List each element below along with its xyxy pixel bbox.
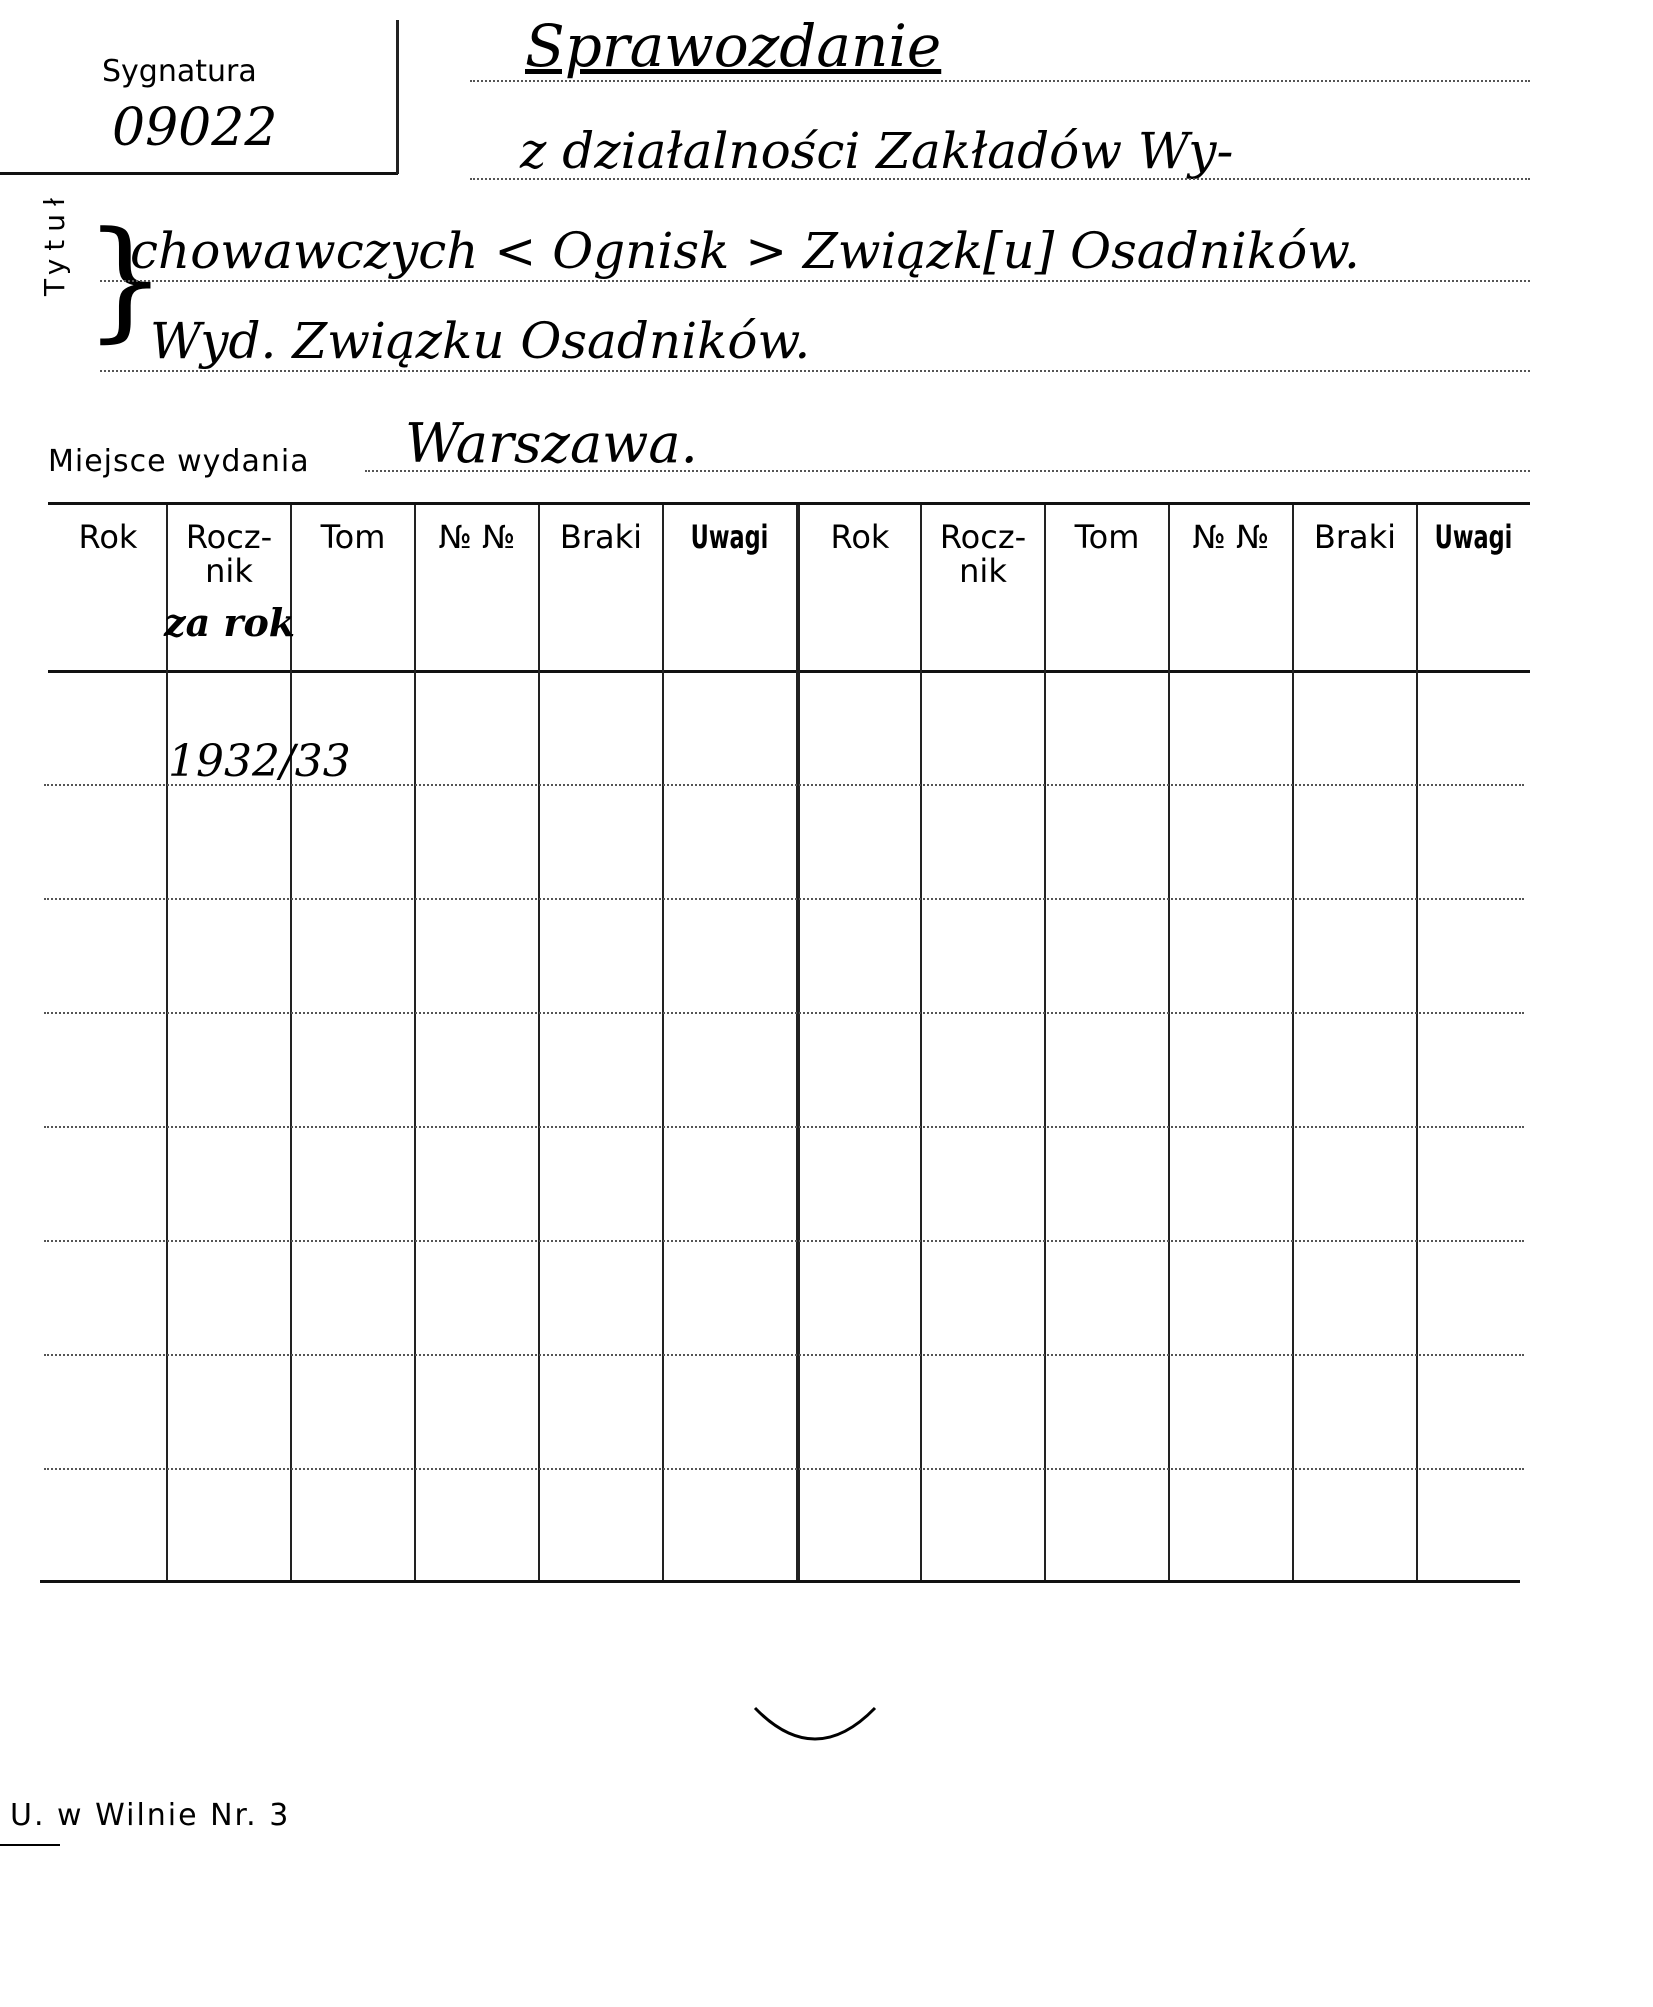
col-line (920, 505, 922, 1580)
title-line-2: z działalności Zakładów Wy- (520, 122, 1234, 180)
table-header-bottom-line (48, 670, 1530, 673)
col-line (662, 505, 664, 1580)
row-line (44, 1468, 1524, 1470)
col-line (538, 505, 540, 1580)
title-line-3: chowawczych < Ognisk > Związk[u] Osadników. (130, 222, 1360, 280)
header-numery-left: № № (438, 518, 516, 556)
col-line (1044, 505, 1046, 1580)
title-line-1: Sprawozdanie (525, 12, 942, 80)
rocznik-note: za rok (164, 600, 296, 645)
table-top-line (48, 502, 1530, 505)
col-line (166, 505, 168, 1580)
title-brace: } (84, 203, 167, 355)
place-label: Miejsce wydania (48, 444, 310, 479)
entry-rocznik: 1932/33 (168, 736, 351, 787)
title-side-label: Tytuł (38, 190, 71, 296)
row-line (44, 1012, 1524, 1014)
col-line (290, 505, 292, 1580)
title-dots-2 (470, 178, 1530, 180)
footer-text: U. w Wilnie Nr. 3 (10, 1798, 291, 1833)
header-tom-left: Tom (320, 518, 386, 556)
table-center-divider (796, 505, 800, 1580)
col-line (1168, 505, 1170, 1580)
signature-box-right (396, 20, 399, 174)
header-braki-left: Braki (559, 518, 643, 556)
title-dots-3 (100, 280, 1530, 282)
header-rok-right: Rok (830, 518, 890, 556)
col-line (414, 505, 416, 1580)
signature-box-bottom (0, 172, 398, 175)
header-braki-right: Braki (1313, 518, 1397, 556)
place-value: Warszawa. (405, 412, 698, 475)
footer-underline (0, 1844, 60, 1846)
col-line (1416, 505, 1418, 1580)
header-rocznik-right: Rocz- nik (939, 518, 1027, 590)
row-line (44, 1126, 1524, 1128)
header-rocznik-left: Rocz- nik (185, 518, 273, 590)
header-rok-left: Rok (78, 518, 138, 556)
signature-value: 09022 (112, 98, 278, 158)
row-line (44, 1240, 1524, 1242)
place-dots (365, 470, 1530, 472)
signature-label: Sygnatura (102, 54, 257, 89)
header-uwagi-left-cell (664, 520, 796, 554)
title-line-4: Wyd. Związku Osadników. (150, 312, 811, 370)
title-dots-4 (100, 370, 1530, 372)
header-uwagi-right: Uwagi (1435, 518, 1513, 556)
header-uwagi-left: Uwagi (691, 518, 769, 556)
col-line (1292, 505, 1294, 1580)
row-line (44, 1354, 1524, 1356)
header-numery-right: № № (1192, 518, 1270, 556)
title-dots-1 (470, 80, 1530, 82)
header-tom-right: Tom (1074, 518, 1140, 556)
table-bottom-line (40, 1580, 1520, 1583)
curve-mark (750, 1700, 880, 1760)
header-uwagi-right-cell (1418, 520, 1530, 554)
row-line (44, 898, 1524, 900)
